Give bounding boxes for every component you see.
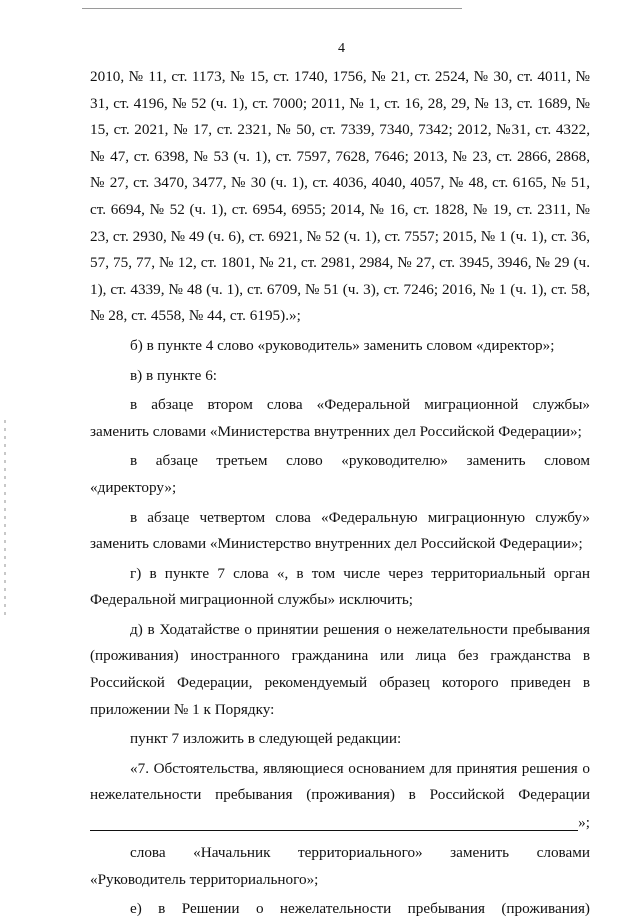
fill-in-line-ending: »;: [578, 814, 590, 832]
subparagraph-v-item-3: в абзаце четвертом слова «Федеральную миграционную службу» заменить словами «Министерство внутренних дел Российской Федерации»;: [90, 508, 590, 553]
page-number: 4: [338, 41, 345, 56]
citation-paragraph: 2010, № 11, ст. 1173, № 15, ст. 1740, 1756, № 21, ст. 2524, № 30, ст. 4011, № 31, ст. 4196, № 52 (ч. 1), ст. 7000; 2011, № 1, ст. 16, 28, 29, № 13, ст. 1689, № 15, ст. 2021, № 17, ст. 2321, № 50, ст. 7339, 7340, 7342; 2012, №31, ст. 4322, № 47, ст. 6398, № 53 (ч. 1), ст. 7597, 7628, 7646; 2013, № 23, ст. 2866, 2868, № 27, ст. 3470, 3477, № 30 (ч. 1), ст. 4036, 4040, 4057, № 48, ст. 6165, № 51, ст. 6694, № 52 (ч. 1), ст. 6954, 6955; 2014, № 16, ст. 1828, № 19, ст. 2311, № 23, ст. 2930, № 49 (ч. 6), ст. 6921, № 52 (ч. 1), ст. 7557; 2015, № 1 (ч. 1), ст. 36, 57, 75, 77, № 12, ст. 1801, № 21, ст. 2981, 2984, № 27, ст. 3945, 3946, № 29 (ч. 1), ст. 4339, № 48 (ч. 1), ст. 6709, № 51 (ч. 3), ст. 7246; 2016, № 1 (ч. 1), ст. 58, № 28, ст. 4558, № 44, ст. 6195).»;: [90, 68, 590, 325]
blank-rule: [90, 830, 578, 831]
subparagraph-d: д) в Ходатайстве о принятии решения о нежелательности пребывания (проживания) иностранного гражданина или лица без гражданства в Российской Федерации, рекомендуемый образец которого приведен в приложении № 1 к Порядку:: [90, 620, 590, 718]
subparagraph-g: г) в пункте 7 слова «, в том числе через территориальный орган Федеральной миграционной службы» исключить;: [90, 564, 590, 609]
scan-margin-marks: [4, 420, 6, 620]
subparagraph-d-item-3: слова «Начальник территориального» заменить словами «Руководитель территориального»;: [90, 844, 590, 888]
document-body: [90, 64, 590, 923]
subparagraph-d-item-1: пункт 7 изложить в следующей редакции:: [130, 730, 402, 748]
subparagraph-e: е) в Решении о нежелательности пребывания (проживания): [130, 900, 590, 918]
subparagraph-d-item-2: «7. Обстоятельства, являющиеся основанием для принятия решения о нежелательности пребывания (проживания) в Российской Федерации: [90, 759, 590, 804]
subparagraph-v: в) в пункте 6:: [130, 366, 218, 384]
top-rule: [82, 8, 462, 9]
fill-in-line: [90, 811, 590, 837]
subparagraph-v-item-2: в абзаце третьем слово «руководителю» заменить словом «директору»;: [90, 452, 590, 496]
subparagraph-b: б) в пункте 4 слово «руководитель» заменить словом «директор»;: [130, 336, 555, 354]
subparagraph-v-item-1: в абзаце втором слова «Федеральной миграционной службы» заменить словами «Министерства внутренних дел Российской Федерации»;: [90, 396, 590, 440]
